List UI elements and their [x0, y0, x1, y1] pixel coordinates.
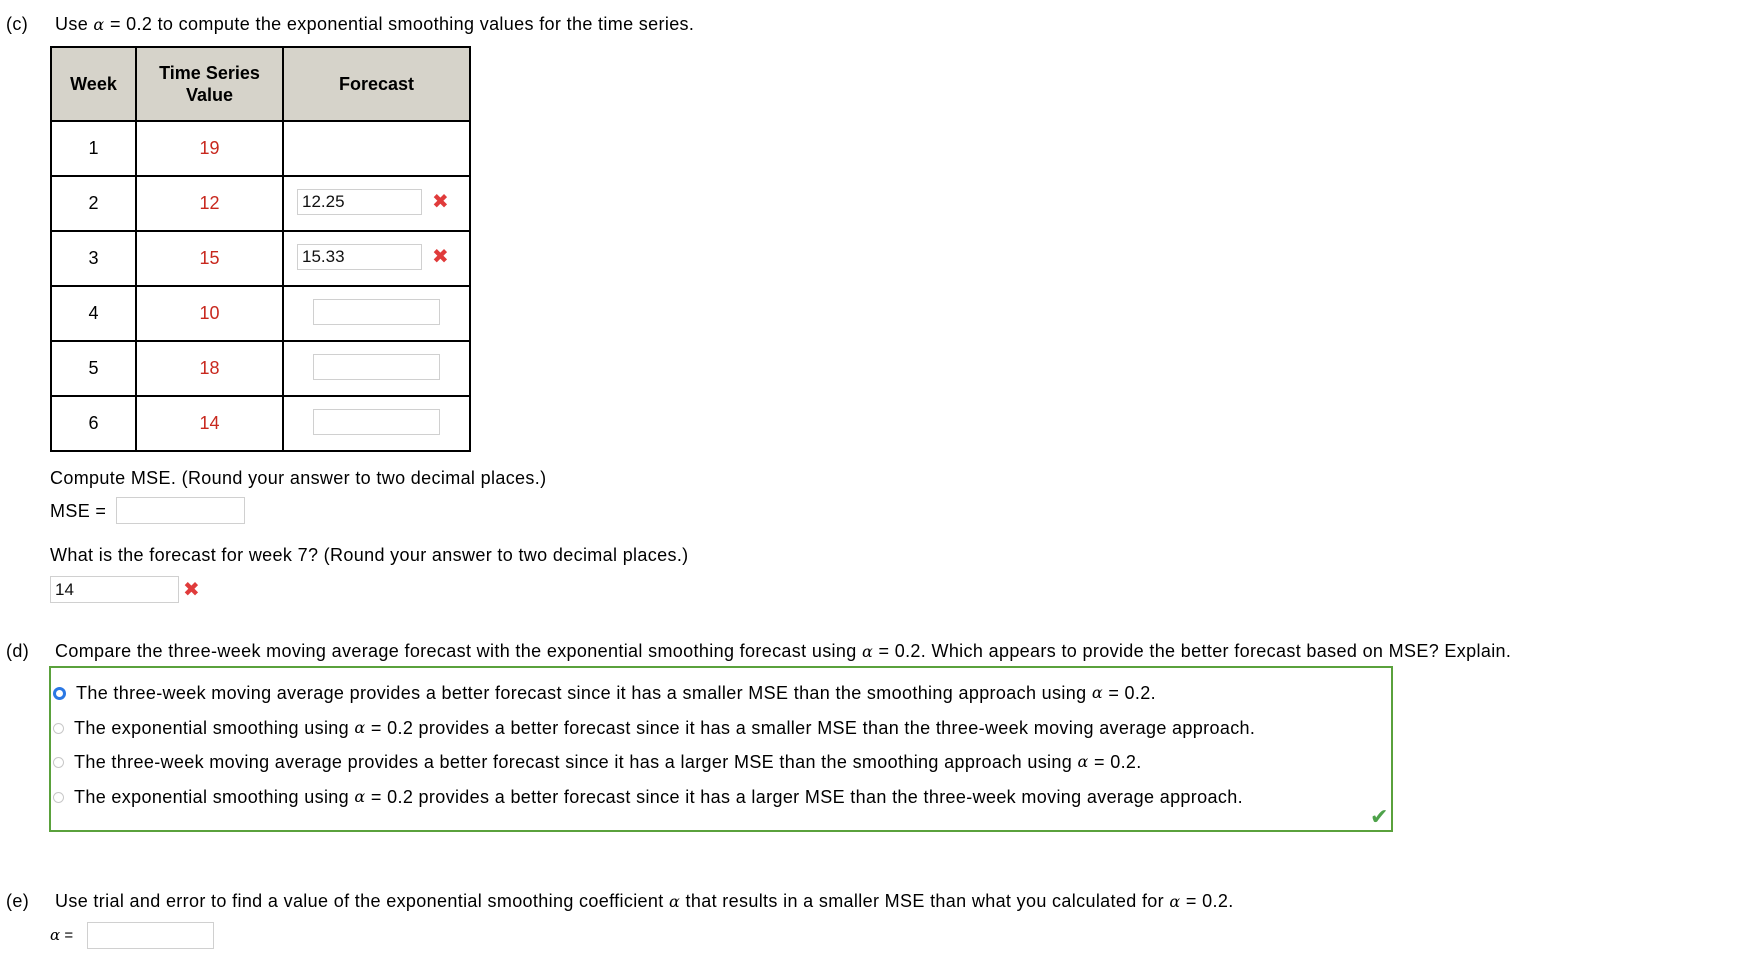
correct-check-icon: ✔ — [1370, 804, 1389, 829]
radio-unselected[interactable] — [53, 757, 64, 768]
radio-selected[interactable] — [53, 687, 66, 700]
table-row — [51, 121, 470, 176]
forecast-input-week-2[interactable]: 12.25 — [297, 189, 422, 215]
header-week: Week — [51, 47, 136, 121]
week-cell: 4 — [51, 286, 136, 341]
alpha-answer-label: α = — [50, 926, 74, 944]
alpha-symbol: α — [1091, 683, 1103, 702]
mse-input[interactable] — [116, 497, 245, 524]
week-cell: 6 — [51, 396, 136, 451]
forecast-cell — [283, 176, 470, 231]
incorrect-icon: ✖ — [432, 191, 449, 213]
part-e-label: (e) — [6, 891, 30, 911]
incorrect-icon: ✖ — [183, 579, 200, 601]
week7-prompt: What is the forecast for week 7? (Round your answer to two decimal places.) — [50, 545, 689, 565]
option-2[interactable]: The exponential smoothing using α = 0.2 provides a better forecast since it has a smaller MSE than the three-week moving average approach. — [53, 716, 1255, 740]
header-time-series-value: Time Series Value — [136, 47, 283, 121]
forecast-cell — [283, 341, 470, 396]
table-row — [51, 396, 470, 451]
forecast-input-week-6[interactable] — [313, 409, 440, 435]
value-cell: 12 — [136, 176, 283, 231]
week-cell: 3 — [51, 231, 136, 286]
part-d-label: (d) — [6, 641, 30, 661]
table-row — [51, 286, 470, 341]
alpha-symbol: α — [354, 718, 366, 737]
option-1[interactable]: The three-week moving average provides a better forecast since it has a smaller MSE than the smoothing approach using α = 0.2. — [53, 681, 1156, 705]
part-c-prompt: (c) Use α = 0.2 to compute the exponential smoothing values for the time series. — [6, 14, 695, 34]
forecast-cell-empty — [283, 121, 470, 176]
week-cell: 5 — [51, 341, 136, 396]
option-4[interactable]: The exponential smoothing using α = 0.2 provides a better forecast since it has a larger MSE than the three-week moving average approach. — [53, 785, 1243, 809]
forecast-cell — [283, 396, 470, 451]
forecast-cell — [283, 286, 470, 341]
value-cell: 19 — [136, 121, 283, 176]
mse-prompt: Compute MSE. (Round your answer to two decimal places.) — [50, 468, 547, 488]
value-cell: 18 — [136, 341, 283, 396]
forecast-input-week-5[interactable] — [313, 354, 440, 380]
time-series-table — [50, 46, 471, 452]
forecast-input-week-4[interactable] — [313, 299, 440, 325]
option-3[interactable]: The three-week moving average provides a better forecast since it has a larger MSE than the smoothing approach using α = 0.2. — [53, 750, 1142, 774]
part-e-prompt: (e) Use trial and error to find a value of the exponential smoothing coefficient α that results in a smaller MSE than what you calculated for α = 0.2. — [6, 891, 1234, 911]
alpha-symbol: α — [93, 15, 105, 34]
part-d-prompt: (d) Compare the three-week moving average forecast with the exponential smoothing forecast using α = 0.2. Which appears to provide the better forecast based on MSE? Explain. — [6, 641, 1512, 661]
header-forecast: Forecast — [283, 47, 470, 121]
alpha-symbol: α — [1077, 752, 1089, 771]
forecast-input-week-3[interactable]: 15.33 — [297, 244, 422, 270]
alpha-symbol: α — [668, 892, 681, 911]
mse-label: MSE = — [50, 501, 107, 521]
part-c-label: (c) — [6, 14, 29, 34]
week7-forecast-input[interactable]: 14 — [50, 576, 179, 603]
radio-unselected[interactable] — [53, 723, 64, 734]
table-row — [51, 341, 470, 396]
alpha-symbol: α — [861, 642, 874, 661]
week-cell: 1 — [51, 121, 136, 176]
table-row — [51, 176, 470, 231]
table-row — [51, 231, 470, 286]
alpha-symbol: α — [354, 787, 366, 806]
alpha-input[interactable] — [87, 922, 214, 949]
value-cell: 10 — [136, 286, 283, 341]
value-cell: 14 — [136, 396, 283, 451]
forecast-cell — [283, 231, 470, 286]
incorrect-icon: ✖ — [432, 246, 449, 268]
alpha-symbol: α — [1169, 892, 1181, 911]
value-cell: 15 — [136, 231, 283, 286]
radio-unselected[interactable] — [53, 792, 64, 803]
week-cell: 2 — [51, 176, 136, 231]
